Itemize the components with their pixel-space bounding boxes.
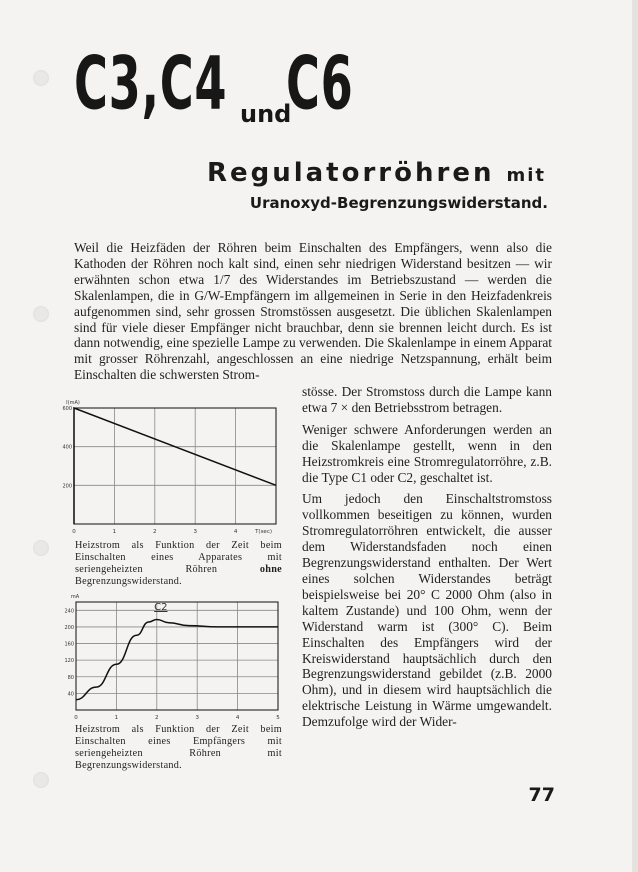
subtitle-line2: Uranoxyd-Begrenzungswiderstand.	[249, 194, 548, 212]
y-axis-label: mA	[70, 594, 80, 600]
y-tick-label: 400	[62, 444, 72, 451]
title-part2: C6	[286, 41, 354, 127]
y-tick-label: 120	[64, 658, 74, 665]
right-paragraph-2: Weniger schwere Anforderungen werden an die Skalenlampe gestellt, wenn in den Heizstromkreis eine Stromregulatorröhre, z.B. die Type C1 oder C2, geschaltet ist.	[302, 421, 552, 485]
title-part1: C3,C4	[74, 41, 228, 127]
subtitle-suffix: mit	[506, 165, 546, 186]
x-tick-label: 0	[74, 715, 78, 721]
punch-hole	[33, 70, 49, 86]
y-tick-label: 240	[64, 608, 74, 615]
current-curve	[74, 408, 276, 524]
caption1-end: Begrenzungswiderstand.	[75, 576, 183, 587]
caption1-text: Heizstrom als Funktion der Zeit beim Einschalten eines Apparates mit seriengeheizten Röhren	[75, 540, 282, 575]
caption-chart1	[75, 540, 282, 588]
page-number: 77	[528, 784, 555, 806]
x-tick-label: 4	[233, 529, 238, 535]
chart-without-limiter	[58, 396, 284, 536]
x-tick-label: 2	[153, 529, 157, 535]
punch-hole	[33, 306, 49, 322]
page-edge	[632, 0, 638, 872]
y-tick-label: 160	[64, 641, 74, 648]
plot-frame	[76, 602, 278, 710]
x-tick-label: 1	[114, 715, 119, 721]
x-tick-label: 3	[193, 529, 197, 535]
subtitle-line1	[207, 158, 546, 188]
right-paragraph-1: stösse. Der Stromstoss durch die Lampe kann etwa 7 × den Betriebsstrom betragen.	[302, 384, 552, 415]
curve-label: C2	[154, 602, 168, 613]
punch-hole	[33, 772, 49, 788]
y-tick-label: 40	[67, 691, 74, 698]
x-tick-label: 3	[195, 715, 199, 721]
y-tick-label: 200	[62, 483, 72, 490]
plot-frame	[74, 408, 276, 524]
x-tick-label: 1	[112, 529, 117, 535]
title-connector: und	[240, 100, 292, 128]
punch-hole	[33, 540, 49, 556]
subtitle-main: Regulatorröhren	[206, 158, 495, 188]
intro-paragraph	[74, 240, 552, 383]
current-curve	[76, 619, 278, 699]
chart-with-limiter	[58, 594, 284, 722]
x-tick-label: 0	[72, 529, 76, 535]
y-tick-label: 80	[67, 674, 74, 681]
x-tick-label: 2	[155, 715, 159, 721]
intro-text: Weil die Heizfäden der Röhren beim Einschalten des Empfängers, wenn also die Kathoden der Röhren noch kalt sind, einen sehr niedrigen Widerstand besitzen — wir erwähnten schon etwa 1/7 des Widerstandes im Betriebszustand — werden die Skalenlampen, die in G/W-Empfängern im allgemeinen in Serie in den Heizfadenkreis aufgenommen sind, sehr grossen Stromstössen ausgesetzt. Die üblichen Skalenlampen sind für viele dieser Empfänger nicht brauchbar, denn sie brennen leicht durch. Es ist dann notwendig, eine spezielle Lampe zu verwenden. Die Skalenlampe in einem Apparat mit grosser Röhrenzahl, angeschlossen an eine niedrige Netzspannung, erhält beim Einschalten die schwersten Strom-	[74, 240, 552, 383]
caption1-bold: ohne	[259, 564, 282, 575]
right-column	[302, 384, 552, 736]
y-tick-label: 200	[64, 624, 74, 631]
caption-chart2: Heizstrom als Funktion der Zeit beim Einschalten eines Empfängers mit seriengeheizten Röhren mit Begrenzungswiderstand.	[75, 724, 282, 771]
y-axis-label: I(mA)	[66, 400, 80, 406]
x-tick-label: 4	[235, 715, 240, 721]
right-paragraph-3: Um jedoch den Einschaltstromstoss vollkommen beseitigen zu können, wurden Stromregulatorröhren entwickelt, die ausser dem Widerstandsfaden noch einen Begrenzungswiderstand enthalten. Der Wert eines solchen Widerstandes beträgt beispielsweise bei 20° C 2000 Ohm (also in kaltem Zustande) und 100 Ohm, wenn der Widerstand warm ist (300° C). Beim Einschalten des Empfängers wird der Kreiswiderstand hauptsächlich durch den Begrenzungswiderstand gebildet (z.B. 2000 Ohm), und in diesem wird hauptsächlich die elektrische Leistung in Wärme umgewandelt. Demzufolge wird der Wider-	[302, 491, 552, 730]
x-axis-label: T(sec)	[255, 529, 272, 535]
y-tick-label: 600	[62, 406, 72, 412]
x-tick-label: 5	[276, 715, 280, 721]
